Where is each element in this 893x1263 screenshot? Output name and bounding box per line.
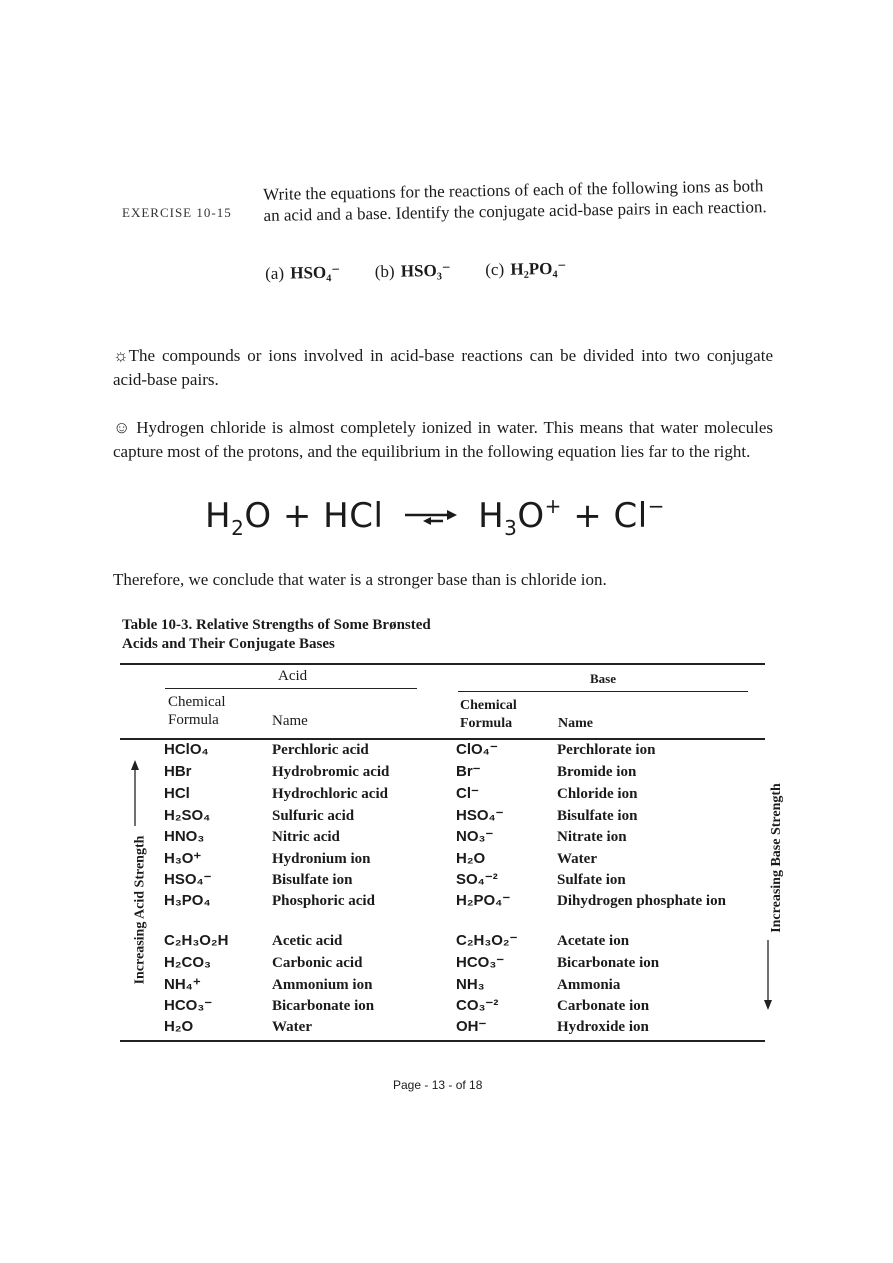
exercise-part-b-tag: (b) (374, 261, 395, 282)
base-name: Sulfate ion (557, 872, 626, 888)
equilibrium-arrow-icon (403, 508, 459, 528)
exercise-part-a-tag: (a) (265, 263, 285, 283)
base-formula: NO₃⁻ (456, 828, 494, 845)
acid-formula: H₃O⁺ (164, 850, 202, 867)
base-name: Acetate ion (557, 933, 630, 949)
exercise-parts (265, 259, 567, 284)
acid-formula: H₃PO₄ (164, 892, 211, 909)
base-formula: H₂PO₄⁻ (456, 892, 511, 909)
base-formula: HSO₄⁻ (456, 807, 504, 824)
base-strength-axis (752, 770, 782, 1010)
acid-formula: C₂H₃O₂H (164, 932, 229, 949)
acid-name: Bicarbonate ion (272, 998, 375, 1014)
acid-name: Acetic acid (272, 933, 343, 949)
base-formula: SO₄⁻² (456, 871, 498, 888)
arrow-down-icon (763, 940, 773, 1010)
base-name: Bromide ion (557, 764, 637, 780)
acid-formula: HCO₃⁻ (164, 997, 213, 1014)
eq-h-sub: 2 (231, 516, 245, 540)
acid-name: Hydrobromic acid (272, 764, 390, 780)
acid-formula: HBr (164, 763, 192, 780)
table-bottom-rule (120, 1040, 765, 1042)
acid-formula: HNO₃ (164, 828, 205, 845)
base-strength-label: Increasing Base Strength (768, 783, 784, 933)
base-header: Base (590, 671, 616, 686)
acid-name: Hydronium ion (272, 851, 371, 867)
table-caption-line2: Acids and Their Conjugate Bases (122, 636, 335, 652)
eq-h3o-rest: O (517, 496, 545, 536)
exercise-label: EXERCISE 10-15 (122, 205, 232, 220)
acid-formula: HSO₄⁻ (164, 871, 212, 888)
exercise-part-c-tag: (c) (485, 259, 505, 280)
base-formula: C₂H₃O₂⁻ (456, 932, 518, 949)
table-header-rule (120, 738, 765, 740)
base-name: Water (557, 851, 597, 867)
base-name: Bicarbonate ion (557, 955, 660, 971)
base-name: Bisulfate ion (557, 808, 638, 824)
base-formula: ClO₄⁻ (456, 741, 498, 758)
base-name: Chloride ion (557, 786, 638, 802)
acid-formula: H₂SO₄ (164, 807, 211, 824)
base-name: Ammonia (557, 977, 621, 993)
acid-name: Nitric acid (272, 829, 340, 845)
base-formula: CO₃⁻² (456, 997, 499, 1014)
exercise-part-b-formula: HSO₃⁻ (400, 260, 451, 281)
exercise-part-a-formula: HSO₄⁻ (290, 262, 341, 283)
paragraph-conjugate-pairs: ☼The compounds or ions involved in acid-base reactions can be divided into two conjugate acid-base pairs. (113, 346, 773, 389)
base-name-column-header: Name (558, 716, 593, 731)
base-header-rule (458, 691, 748, 692)
acid-name: Sulfuric acid (272, 808, 355, 824)
table-top-rule (120, 663, 765, 665)
table-caption-line1: Table 10-3. Relative Strengths of Some Brønsted (122, 617, 431, 633)
base-formula-column-header: Chemical Formula (460, 698, 517, 731)
acid-strength-axis (118, 760, 148, 1000)
acid-name: Perchloric acid (272, 742, 369, 758)
exercise-text: Write the equations for the reactions of each of the following ions as both an acid and a base. Identify the conjugate acid-base pairs in each reaction. (263, 176, 767, 225)
base-name: Dihydrogen phosphate ion (557, 893, 726, 909)
acid-name: Bisulfate ion (272, 872, 353, 888)
base-formula: HCO₃⁻ (456, 954, 505, 971)
chemical-equation (205, 494, 665, 540)
acid-header: Acid (278, 668, 308, 684)
paragraph-hydrogen-chloride: ☺ Hydrogen chloride is almost completely ionized in water. This means that water molecules capture most of the protons, and the equilibrium in the following equation lies far to the right. (113, 418, 773, 461)
paragraph-conclusion: Therefore, we conclude that water is a stronger base than is chloride ion. (113, 570, 607, 589)
base-name: Perchlorate ion (557, 742, 656, 758)
eq-h: H (205, 496, 232, 536)
eq-cl: Cl (613, 496, 648, 536)
eq-h3o: H (478, 496, 505, 536)
base-name: Nitrate ion (557, 829, 627, 845)
acid-name: Hydrochloric acid (272, 786, 388, 802)
acid-formula: NH₄⁺ (164, 976, 201, 993)
page-number: Page - 13 - of 18 (393, 1078, 483, 1092)
base-formula: H₂O (456, 850, 486, 867)
acid-formula: H₂CO₃ (164, 954, 211, 971)
base-name: Carbonate ion (557, 998, 650, 1014)
base-formula: NH₃ (456, 976, 485, 993)
acid-formula-column-header: Chemical Formula (168, 694, 226, 728)
acid-formula: HCl (164, 785, 190, 802)
eq-cl-sup: − (647, 494, 665, 518)
acid-name: Phosphoric acid (272, 893, 375, 909)
base-formula: OH⁻ (456, 1018, 487, 1035)
eq-plus: + (573, 496, 603, 536)
acid-name: Water (272, 1019, 312, 1035)
base-formula: Cl⁻ (456, 785, 479, 802)
eq-h3o-sup: + (544, 494, 562, 518)
acid-name-column-header: Name (272, 713, 308, 729)
acid-formula: HClO₄ (164, 741, 209, 758)
acid-name: Carbonic acid (272, 955, 363, 971)
table-caption (122, 616, 431, 654)
exercise-part-c-formula: H₂PO₄⁻ (510, 258, 567, 279)
base-name: Hydroxide ion (557, 1019, 649, 1035)
acid-name: Ammonium ion (272, 977, 373, 993)
acid-header-rule (165, 688, 417, 689)
base-formula: Br⁻ (456, 763, 481, 780)
acid-strength-label: Increasing Acid Strength (132, 835, 148, 985)
eq-left-rest: O + HCl (244, 496, 384, 536)
eq-h3o-sub: 3 (504, 516, 518, 540)
acid-formula: H₂O (164, 1018, 194, 1035)
